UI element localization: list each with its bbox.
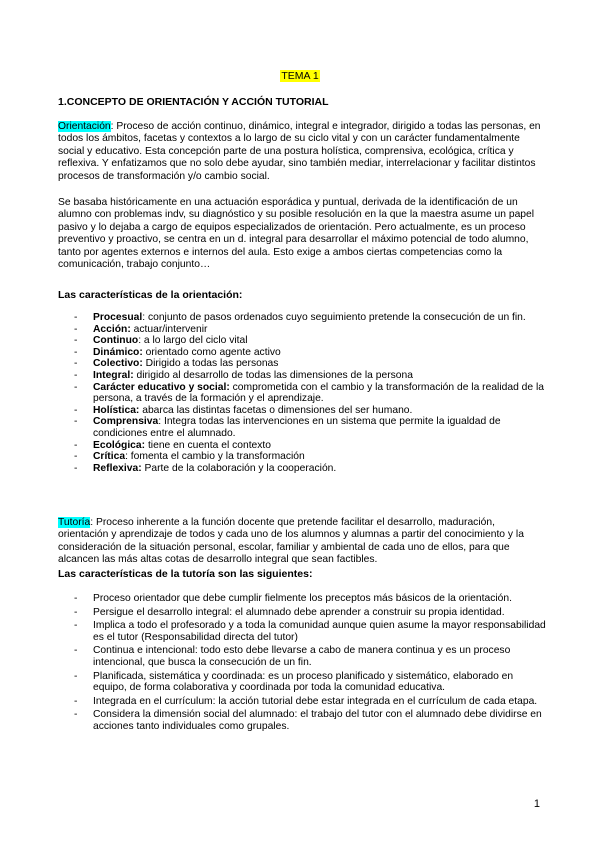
feature-text: dirigido al desarrollo de todas las dimensiones de la persona	[133, 369, 413, 381]
feature-text: : conjunto de pasos ordenados cuyo seguimiento pretende la consecución de un fin.	[142, 312, 526, 323]
bullet-dash: -	[74, 670, 78, 682]
feature-term: Reflexiva:	[93, 462, 142, 474]
feature-text: comprometida con el cambio y la transformación de la realidad de la persona, a través de la formación y el aprendizaje.	[93, 381, 544, 405]
orientacion-feature-item	[58, 335, 546, 347]
feature-term: Comprensiva	[93, 416, 159, 428]
orientacion-feature-item	[58, 451, 546, 463]
tutoria-features-list	[58, 593, 546, 735]
orientacion-term: Orientación	[58, 121, 111, 132]
feature-term: Continuo	[93, 335, 139, 347]
feature-text: Proceso orientador que debe cumplir fielmente los preceptos más básicos de la orientación.	[93, 593, 512, 604]
tutoria-feature-item	[58, 709, 546, 732]
feature-text: Integrada en el currículum: la acción tutorial debe estar integrada en el currículum de cada etapa.	[93, 695, 538, 707]
feature-term: Acción:	[93, 323, 131, 335]
orientacion-feature-item	[58, 382, 546, 405]
feature-term: Integral:	[93, 369, 134, 381]
feature-text: Considera la dimensión social del alumnado: el trabajo del tutor con el alumnado debe dividirse en acciones tanto individuales como grupales.	[93, 709, 542, 732]
feature-text: Persigue el desarrollo integral: el alumnado debe aprender a construir su propia identidad.	[93, 606, 505, 618]
orientacion-features-list	[58, 312, 546, 474]
tutoria-feature-item	[58, 620, 546, 643]
tutoria-feature-item	[58, 671, 546, 694]
orientacion-feature-item	[58, 463, 546, 475]
feature-text: Implica a todo el profesorado y a toda la comunidad aunque quien asume la mayor responsabilidad es el tutor (Responsabilidad directa del tutor)	[93, 620, 546, 643]
feature-term: Procesual	[93, 312, 143, 323]
orientacion-feature-item	[58, 347, 546, 359]
tutoria-term: Tutoría	[58, 517, 91, 528]
orientacion-text: : Proceso de acción continuo, dinámico, integral e integrador, dirigido a todas las personas, en todos los ámbitos, facetas y contextos a lo largo de su ciclo vital y con un carácter fundamentalmente social y educativo. Esta concepción parte de una postura holística, comprensiva, ecológica, crítica y reflexiva. Y enfatizamos que no solo debe ayudar, sino también mediar, interrelacionar y facilitar distintos procesos de transformación y/o cambio social.	[58, 121, 541, 182]
bullet-dash: -	[74, 369, 78, 381]
orientacion-feature-item	[58, 312, 546, 324]
feature-text: : Integra todas las intervenciones en un sistema que permite la igualdad de condiciones entre el alumnado.	[93, 416, 501, 439]
orientacion-feature-item	[58, 324, 546, 336]
feature-term: Dinámico:	[93, 346, 143, 358]
feature-text: tiene en cuenta el contexto	[145, 439, 272, 451]
tutoria-text: : Proceso inherente a la función docente que pretende facilitar el desarrollo, maduración, orientación y aprendizaje de todos y cada uno de los alumnos y alumnas a partir del conocimiento y la consideración de la situación personal, escolar, familiar y ambiental de cada uno de ellos, para que alcancen las más altas cotas de desarrollo integral que sean factibles.	[58, 517, 524, 566]
feature-term: Ecológica:	[93, 439, 146, 451]
feature-text: : fomenta el cambio y la transformación	[125, 451, 305, 463]
bullet-dash: -	[74, 416, 78, 428]
tutoria-features-heading: Las características de la tutoría son las siguientes:	[58, 568, 313, 580]
feature-term: Holística:	[93, 404, 140, 416]
tutoria-definition	[58, 517, 546, 567]
title-highlight: TEMA 1	[281, 70, 319, 82]
bullet-dash: -	[74, 593, 78, 604]
tutoria-feature-item	[58, 696, 546, 708]
historia-paragraph: Se basaba históricamente en una actuación esporádica y puntual, derivada de la identificación de un alumno con problemas indv, su diagnóstico y su posible resolución en la que la maestra asume un papel pasivo y lo dejaba a cargo de equipos especializados de orientación. Pero actualmente, es un proceso preventivo y proactivo, se centra en un d. integral para desarrollar el máximo potencial de todo alumno, tanto por agentes externos e internos del aula. Esto exige a ambos ciertas competencias como la comunicación, trabajo conjunto…	[58, 197, 535, 271]
orientacion-feature-item	[58, 370, 546, 382]
feature-term: Crítica	[93, 451, 126, 463]
bullet-dash: -	[74, 462, 78, 474]
tutoria-feature-item	[58, 593, 546, 605]
page-number: 1	[533, 798, 540, 810]
bullet-dash: -	[74, 695, 78, 707]
bullet-dash: -	[74, 645, 78, 657]
feature-term: Carácter educativo y social:	[93, 381, 230, 393]
bullet-dash: -	[74, 620, 78, 632]
feature-text: actuar/intervenir	[130, 323, 208, 335]
orientacion-feature-item	[58, 440, 546, 452]
bullet-dash: -	[74, 439, 78, 451]
feature-text: Parte de la colaboración y la cooperación.	[141, 462, 337, 474]
bullet-dash: -	[74, 606, 78, 618]
feature-text: Continua e intencional: todo esto debe llevarse a cabo de manera continua y es un proceso intencional, que busca la consecución de un fin.	[93, 645, 511, 668]
bullet-dash: -	[74, 358, 78, 370]
tutoria-feature-item	[58, 607, 546, 619]
orientacion-feature-item	[58, 416, 546, 439]
bullet-dash: -	[74, 323, 78, 335]
feature-text: Planificada, sistemática y coordinada: es un proceso planificado y sistemático, elaborado en equipo, de forma colaborativa y coordinada por toda la comunidad educativa.	[93, 670, 514, 694]
bullet-dash: -	[74, 709, 78, 721]
feature-text: orientado como agente activo	[142, 346, 281, 358]
document-title	[0, 70, 600, 83]
bullet-dash: -	[74, 381, 78, 393]
bullet-dash: -	[74, 404, 78, 416]
bullet-dash: -	[74, 451, 78, 463]
bullet-dash: -	[74, 312, 78, 323]
orientacion-definition	[58, 121, 546, 183]
tutoria-feature-item	[58, 645, 546, 668]
bullet-dash: -	[74, 346, 78, 358]
bullet-dash: -	[74, 335, 78, 347]
orientacion-feature-item	[58, 405, 546, 417]
feature-text: Dirigido a todas las personas	[142, 358, 279, 370]
orientacion-features-heading: Las características de la orientación:	[58, 289, 243, 301]
feature-text: : a lo largo del ciclo vital	[138, 335, 248, 347]
orientacion-feature-item	[58, 358, 546, 370]
feature-text: abarca las distintas facetas o dimensiones del ser humano.	[139, 404, 413, 416]
feature-term: Colectivo:	[93, 358, 143, 370]
section-heading: 1.CONCEPTO DE ORIENTACIÓN Y ACCIÓN TUTORIAL	[58, 96, 329, 108]
